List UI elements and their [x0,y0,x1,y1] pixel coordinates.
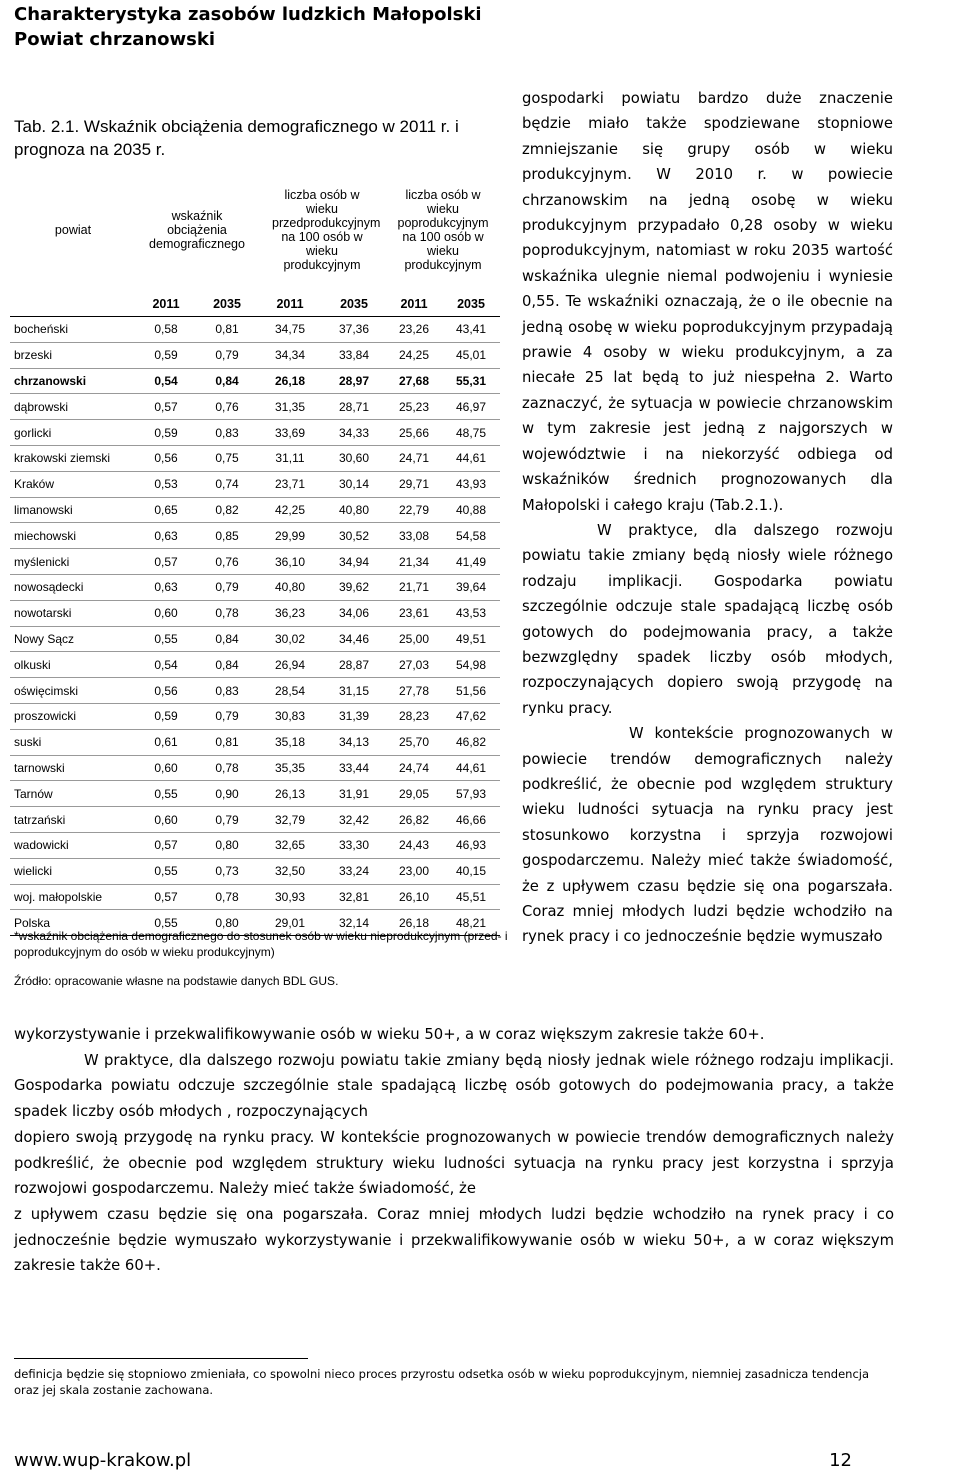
cell-value: 49,51 [442,626,500,652]
cell-value: 41,49 [442,549,500,575]
cell-value: 32,65 [258,832,322,858]
cell-value: 30,60 [322,445,386,471]
cell-value: 33,24 [322,858,386,884]
cell-value: 33,69 [258,420,322,446]
table-row [10,471,500,497]
cell-powiat-name: tarnowski [10,755,136,781]
cell-value: 0,75 [196,445,258,471]
cell-value: 23,26 [386,317,442,343]
cell-value: 0,55 [136,781,196,807]
cell-value: 0,60 [136,807,196,833]
cell-value: 32,81 [322,884,386,910]
cell-value: 0,58 [136,317,196,343]
cell-value: 46,97 [442,394,500,420]
cell-value: 24,74 [386,755,442,781]
table-row [10,807,500,833]
cell-value: 45,01 [442,342,500,368]
cell-value: 0,84 [196,626,258,652]
cell-powiat-name: Kraków [10,471,136,497]
cell-value: 40,88 [442,497,500,523]
cell-value: 0,79 [196,342,258,368]
cell-value: 24,25 [386,342,442,368]
cell-value: 0,85 [196,523,258,549]
cell-value: 26,13 [258,781,322,807]
cell-value: 30,14 [322,471,386,497]
cell-value: 0,78 [196,755,258,781]
cell-value: 39,64 [442,574,500,600]
cell-value: 33,44 [322,755,386,781]
table-row [10,755,500,781]
cell-value: 46,66 [442,807,500,833]
cell-value: 0,57 [136,549,196,575]
cell-value: 25,00 [386,626,442,652]
cell-value: 30,93 [258,884,322,910]
cell-value: 32,79 [258,807,322,833]
header-title: Charakterystyka zasobów ludzkich Małopolski [14,4,482,25]
cell-value: 28,23 [386,703,442,729]
cell-value: 0,79 [196,574,258,600]
cell-value: 0,61 [136,729,196,755]
cell-value: 44,61 [442,755,500,781]
paragraph: W praktyce, dla dalszego rozwoju powiatu takie zmiany będą niosły wiele różnego rodzaju implikacji. Gospodarka powiatu szczególnie odczuje stale spadającą liczbę osób gotowych do podejmowania pracy, a także bezwzględny spadek liczby osób młodych, rozpoczynających dopiero swoją przygodę na rynku pracy. [522,521,893,717]
table-row [10,858,500,884]
demographic-table [10,168,500,936]
cell-powiat-name: wielicki [10,858,136,884]
cell-value: 0,83 [196,420,258,446]
cell-powiat-name: nowotarski [10,600,136,626]
cell-value: 35,18 [258,729,322,755]
cell-value: 32,42 [322,807,386,833]
cell-value: 54,58 [442,523,500,549]
paragraph: W kontekście prognozowanych w powiecie trendów demograficznych należy podkreślić, że obecnie pod względem struktury wieku ludności sytuacja na rynku pracy jest stosunkowo korzystna i sprzyja rozwojowi gospodarczemu. Należy mieć także świadomość, że z upływem czasu będzie się ona pogarszała. Coraz mniej młodych ludzi będzie wchodziło na rynek pracy i co jednocześnie będzie wymuszało [522,725,893,946]
cell-value: 0,79 [196,703,258,729]
cell-value: 57,93 [442,781,500,807]
cell-value: 42,25 [258,497,322,523]
table-row [10,884,500,910]
cell-value: 25,66 [386,420,442,446]
cell-value: 32,14 [322,910,386,936]
cell-value: 45,51 [442,884,500,910]
cell-value: 25,70 [386,729,442,755]
cell-value: 32,50 [258,858,322,884]
cell-value: 0,56 [136,678,196,704]
cell-value: 0,57 [136,394,196,420]
cell-value: 31,11 [258,445,322,471]
cell-powiat-name: brzeski [10,342,136,368]
document-header [14,2,482,52]
cell-value: 28,87 [322,652,386,678]
cell-powiat-name: olkuski [10,652,136,678]
footer-url: www.wup-krakow.pl [14,1450,192,1471]
cell-powiat-name: limanowski [10,497,136,523]
cell-powiat-name: proszowicki [10,703,136,729]
cell-value: 23,61 [386,600,442,626]
cell-value: 0,81 [196,317,258,343]
year-cell: 2011 [386,292,442,317]
cell-value: 37,36 [322,317,386,343]
table-row [10,342,500,368]
cell-value: 0,84 [196,652,258,678]
year-cell: 2035 [442,292,500,317]
cell-powiat-name: suski [10,729,136,755]
cell-value: 0,60 [136,755,196,781]
cell-value: 33,08 [386,523,442,549]
paragraph: wykorzystywanie i przekwalifikowywanie osób w wieku 50+, a w coraz większym zakresie także 60+. [14,1026,765,1043]
cell-value: 34,75 [258,317,322,343]
cell-value: 30,02 [258,626,322,652]
page-footnote: definicja będzie się stopniowo zmieniała, co spowolni nieco proces przyrostu odsetka osób w wieku poprodukcyjnym, niemniej zasadnicza tendencja oraz jej skala zostanie zachowana. [14,1367,870,1397]
cell-value: 0,60 [136,600,196,626]
cell-value: 0,59 [136,703,196,729]
cell-value: 33,30 [322,832,386,858]
table-row [10,394,500,420]
paragraph: W praktyce, dla dalszego rozwoju powiatu takie zmiany będą niosły jednak wiele różnego rodzaju implikacji. Gospodarka powiatu odczuje szczególnie stale spadającą liczbę osób gotowych do podejmowania pracy, a także spadek liczby osób młodych , rozpoczynających [14,1051,894,1121]
cell-value: 0,53 [136,471,196,497]
cell-value: 28,54 [258,678,322,704]
cell-value: 0,79 [196,807,258,833]
cell-value: 39,62 [322,574,386,600]
cell-value: 0,82 [196,497,258,523]
cell-value: 51,56 [442,678,500,704]
year-header-row [10,292,500,317]
right-column-text [522,86,893,950]
cell-value: 28,71 [322,394,386,420]
cell-value: 40,15 [442,858,500,884]
paragraph: z upływem czasu będzie się ona pogarszała. Coraz mniej młodych ludzi będzie wchodziło na rynek pracy i co jednocześnie będzie wymuszało wykorzystywanie i przekwalifikowywanie osób w wieku 50+, a w coraz większym zakresie także 60+. [14,1205,894,1275]
table-row [10,600,500,626]
paragraph: dopiero swoją przygodę na rynku pracy. W kontekście prognozowanych w powiecie trendów demograficznych należy podkreślić, że obecnie pod względem struktury wieku ludności sytuacja na rynku pracy jest korzystna i sprzyja rozwojowi gospodarczemu. Należy mieć także świadomość, że [14,1128,894,1198]
cell-value: 35,35 [258,755,322,781]
table-row [10,832,500,858]
cell-value: 0,59 [136,420,196,446]
table-caption: Tab. 2.1. Wskaźnik obciążenia demograficznego w 2011 r. i prognoza na 2035 r. [14,117,459,159]
cell-value: 54,98 [442,652,500,678]
cell-value: 24,71 [386,445,442,471]
year-cell: 2035 [196,292,258,317]
cell-powiat-name: gorlicki [10,420,136,446]
cell-powiat-name: oświęcimski [10,678,136,704]
cell-value: 0,78 [196,884,258,910]
cell-value: 27,03 [386,652,442,678]
cell-powiat-name: dąbrowski [10,394,136,420]
cell-value: 0,80 [196,910,258,936]
cell-value: 26,10 [386,884,442,910]
cell-value: 40,80 [258,574,322,600]
cell-powiat-name: tatrzański [10,807,136,833]
cell-value: 0,57 [136,832,196,858]
cell-value: 29,71 [386,471,442,497]
cell-value: 30,52 [322,523,386,549]
cell-value: 0,55 [136,626,196,652]
cell-value: 29,99 [258,523,322,549]
cell-value: 25,23 [386,394,442,420]
cell-value: 36,23 [258,600,322,626]
cell-value: 0,54 [136,368,196,394]
cell-value: 34,06 [322,600,386,626]
cell-value: 46,82 [442,729,500,755]
cell-value: 0,54 [136,652,196,678]
year-cell: 2011 [258,292,322,317]
cell-powiat-name: bocheński [10,317,136,343]
cell-value: 0,55 [136,910,196,936]
cell-powiat-name: chrzanowski [10,368,136,394]
full-width-text [14,1022,894,1279]
table-row [10,678,500,704]
cell-value: 21,71 [386,574,442,600]
header-subtitle: Powiat chrzanowski [14,29,216,50]
year-cell: 2035 [322,292,386,317]
cell-value: 0,90 [196,781,258,807]
page-number: 12 [829,1450,852,1471]
cell-value: 31,39 [322,703,386,729]
cell-value: 23,00 [386,858,442,884]
table-row [10,652,500,678]
cell-value: 0,80 [196,832,258,858]
cell-powiat-name: miechowski [10,523,136,549]
cell-value: 46,93 [442,832,500,858]
header-powiat: powiat [54,223,92,237]
cell-powiat-name: Nowy Sącz [10,626,136,652]
cell-value: 27,78 [386,678,442,704]
cell-value: 40,80 [322,497,386,523]
header-przedprodukcyjny: liczba osób w wieku przedprodukcyjnym na 100 osób w wieku produkcyjnym [272,188,381,272]
cell-value: 26,18 [258,368,322,394]
table-row [10,781,500,807]
cell-value: 0,76 [196,394,258,420]
table-source: Źródło: opracowanie własne na podstawie danych BDL GUS. [14,974,339,988]
cell-powiat-name: Polska [10,910,136,936]
cell-powiat-name: woj. małopolskie [10,884,136,910]
cell-value: 48,75 [442,420,500,446]
cell-value: 28,97 [322,368,386,394]
cell-value: 31,35 [258,394,322,420]
table-row [10,549,500,575]
table-row [10,523,500,549]
cell-value: 33,84 [322,342,386,368]
cell-value: 0,63 [136,574,196,600]
cell-powiat-name: wadowicki [10,832,136,858]
cell-value: 23,71 [258,471,322,497]
cell-value: 0,63 [136,523,196,549]
cell-value: 0,78 [196,600,258,626]
cell-value: 0,84 [196,368,258,394]
cell-value: 34,33 [322,420,386,446]
table-footnote: *wskaźnik obciążenia demograficznego do stosunek osób w wieku nieprodukcyjnym (przed- i poprodukcyjnym do osób w wieku produkcyjnym) [14,929,508,959]
cell-value: 34,94 [322,549,386,575]
table-row [10,626,500,652]
cell-value: 29,05 [386,781,442,807]
cell-value: 31,15 [322,678,386,704]
cell-value: 0,56 [136,445,196,471]
cell-value: 29,01 [258,910,322,936]
cell-value: 34,46 [322,626,386,652]
cell-value: 0,74 [196,471,258,497]
header-poprodukcyjny: liczba osób w wieku poprodukcyjnym na 100 osób w wieku produkcyjnym [397,188,489,272]
cell-powiat-name: Tarnów [10,781,136,807]
cell-value: 0,76 [196,549,258,575]
cell-value: 0,59 [136,342,196,368]
cell-value: 55,31 [442,368,500,394]
cell-value: 27,68 [386,368,442,394]
table-row [10,445,500,471]
cell-value: 0,57 [136,884,196,910]
cell-value: 26,82 [386,807,442,833]
cell-value: 30,83 [258,703,322,729]
cell-value: 0,81 [196,729,258,755]
cell-value: 31,91 [322,781,386,807]
cell-value: 44,61 [442,445,500,471]
cell-value: 24,43 [386,832,442,858]
cell-value: 21,34 [386,549,442,575]
cell-value: 0,73 [196,858,258,884]
cell-value: 43,93 [442,471,500,497]
cell-value: 43,41 [442,317,500,343]
table-row [10,317,500,343]
table-row [10,574,500,600]
cell-value: 0,83 [196,678,258,704]
footnote-divider [14,1358,308,1359]
cell-value: 36,10 [258,549,322,575]
year-blank [10,292,136,317]
table-row [10,368,500,394]
table-row [10,420,500,446]
table-row [10,703,500,729]
cell-value: 34,34 [258,342,322,368]
table-body [10,317,500,936]
year-cell: 2011 [136,292,196,317]
cell-value: 22,79 [386,497,442,523]
cell-powiat-name: myślenicki [10,549,136,575]
cell-value: 43,53 [442,600,500,626]
page-footer [14,1450,852,1471]
table-row [10,729,500,755]
cell-value: 47,62 [442,703,500,729]
paragraph: gospodarki powiatu bardzo duże znaczenie będzie miało także spodziewane stopniowe zmniejszanie się grupy osób w wieku produkcyjnym. W 2010 r. w powiecie chrzanowskim na jedną osobę w wieku produkcyjnym przypadało 0,28 osoby w wieku poprodukcyjnym, natomiast w roku 2035 wartość wskaźnika ulegnie niemal podwojeniu i wyniesie 0,55. Te wskaźniki oznaczają, że o ile obecnie na jedną osobę w wieku poprodukcyjnym przypadają prawie 4 osoby w wieku produkcyjnym, a za niecałe 25 lat będą to już niespełna 2. Warto zaznaczyć, że sytuacja w powiecie chrzanowskim w tym zakresie jest jedną z najgorszych w województwie i na niekorzyść odbiega od wskaźników średnich prognozowanych dla Małopolski i całego kraju (Tab.2.1.). [522,90,893,514]
cell-value: 26,94 [258,652,322,678]
header-wskaznik: wskaźnik obciążenia demograficznego [149,209,245,251]
table-row [10,497,500,523]
cell-value: 48,21 [442,910,500,936]
cell-value: 26,18 [386,910,442,936]
cell-powiat-name: krakowski ziemski [10,445,136,471]
cell-value: 0,65 [136,497,196,523]
cell-powiat-name: nowosądecki [10,574,136,600]
cell-value: 0,55 [136,858,196,884]
cell-value: 34,13 [322,729,386,755]
